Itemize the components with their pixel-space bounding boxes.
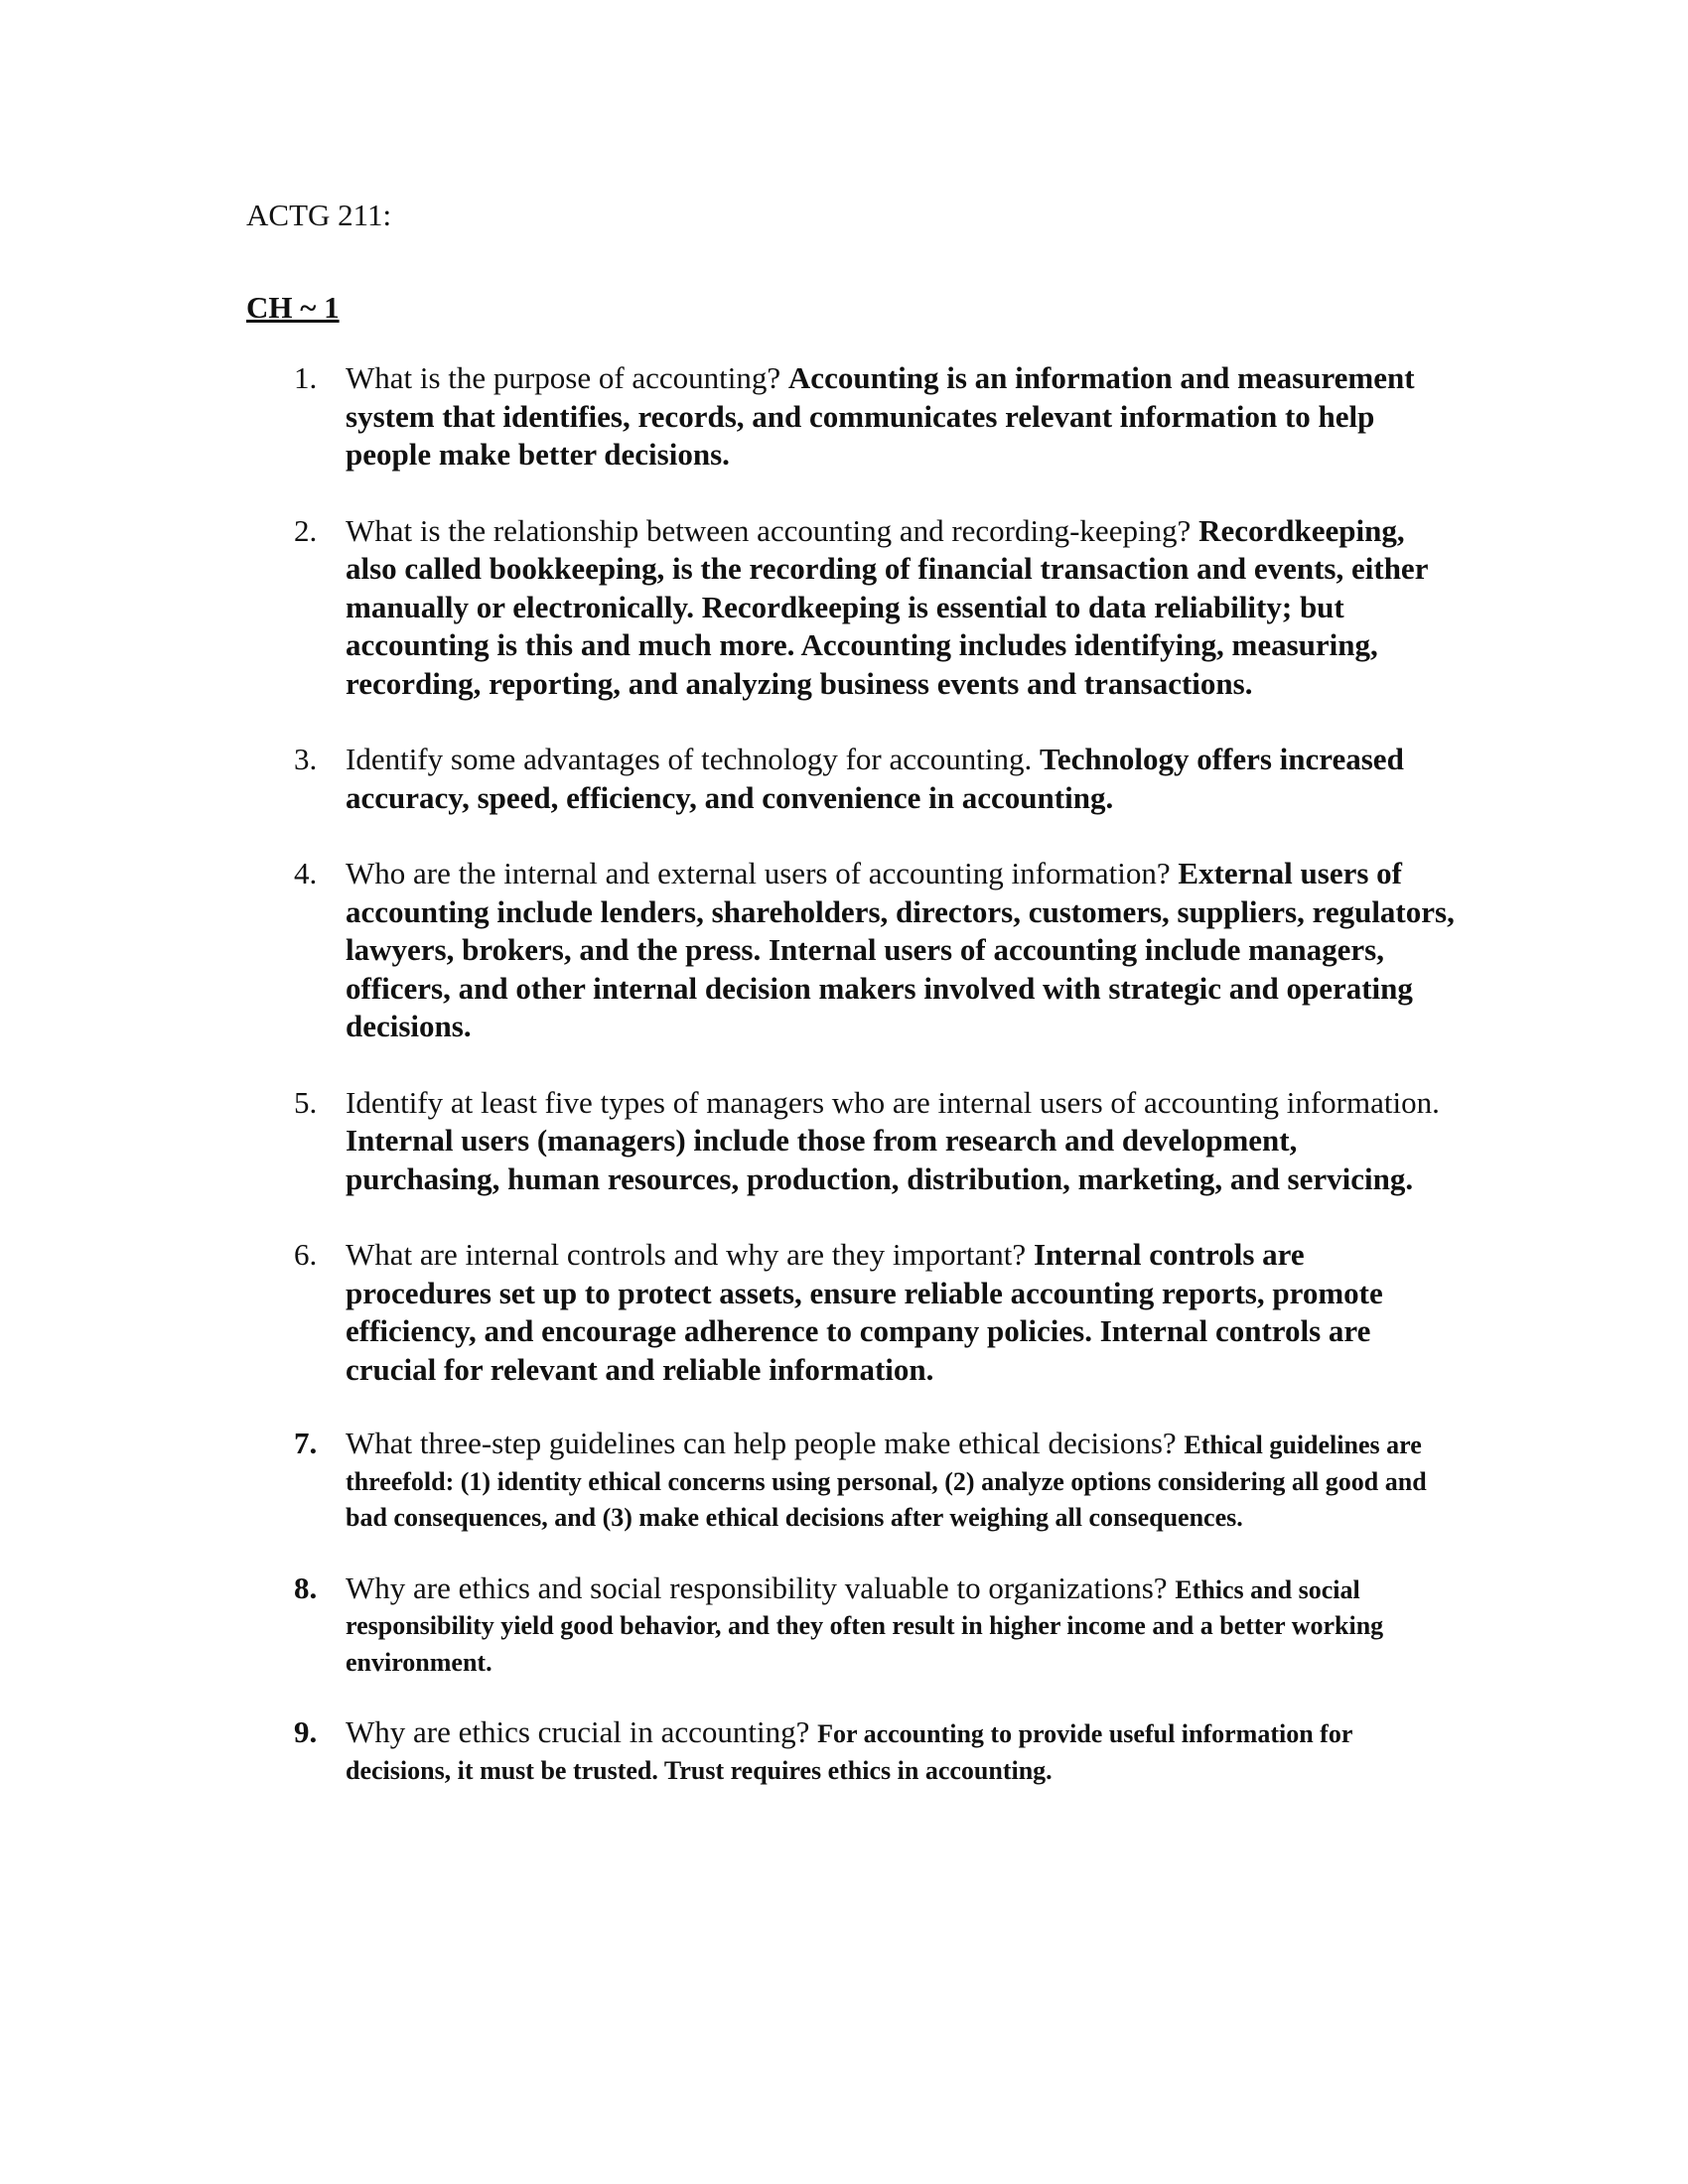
question-item-1 <box>246 359 1458 475</box>
course-title: ACTG 211: <box>246 198 392 232</box>
answer-text: For accounting to provide useful information for decisions, it must be trusted. Trust requires ethics in accounting. <box>346 1719 1352 1785</box>
question-text: What is the relationship between accounting and recording-keeping? <box>346 512 1199 548</box>
chapter-heading: CH ~ 1 <box>246 290 340 326</box>
question-item-6 <box>246 1236 1458 1389</box>
question-text: What is the purpose of accounting? <box>346 360 788 396</box>
question-text: What three-step guidelines can help people make ethical decisions? <box>346 1426 1185 1461</box>
question-item-9 <box>246 1715 1458 1788</box>
question-item-7 <box>246 1427 1458 1536</box>
question-number: 5. <box>294 1084 318 1120</box>
question-number: 8. <box>294 1570 318 1605</box>
question-item-3 <box>246 741 1458 817</box>
answer-text: Internal controls are procedures set up to protect assets, ensure reliable accounting reports, promote efficiency, and encourage adherence to company policies. Internal controls are crucial for relevant and reliable information. <box>346 1237 1383 1387</box>
answer-text: Recordkeeping, also called bookkeeping, is the recording of financial transaction and events, either manually or electronically. Recordkeeping is essential to data reliability; but accounting is this and much more. Accounting includes identifying, measuring, recording, reporting, and analyzing business events and transactions. <box>346 512 1428 701</box>
question-number: 1. <box>294 360 318 396</box>
question-text: Why are ethics crucial in accounting? <box>346 1714 818 1750</box>
question-text: Identify at least five types of managers who are internal users of accounting information. <box>346 1084 1440 1120</box>
answer-text: Internal users (managers) include those from research and development, purchasing, human resources, production, distribution, marketing, and servicing. <box>346 1123 1414 1196</box>
question-number: 2. <box>294 512 318 548</box>
document-page <box>246 197 1458 1824</box>
question-list <box>246 359 1458 1788</box>
answer-text: Accounting is an information and measurement system that identifies, records, and communicates relevant information to help people make better decisions. <box>346 360 1415 473</box>
answer-text: Ethical guidelines are threefold: (1) identity ethical concerns using personal, (2) analyze options considering all good and bad consequences, and (3) make ethical decisions after weighing all consequences. <box>346 1431 1427 1533</box>
question-text: Why are ethics and social responsibility valuable to organizations? <box>346 1570 1176 1605</box>
question-number: 7. <box>294 1426 318 1461</box>
answer-text: Technology offers increased accuracy, speed, efficiency, and convenience in accounting. <box>346 742 1404 815</box>
question-text: Identify some advantages of technology for accounting. <box>346 742 1040 777</box>
question-item-5 <box>246 1084 1458 1199</box>
question-text: What are internal controls and why are they important? <box>346 1237 1034 1273</box>
question-number: 6. <box>294 1237 318 1273</box>
question-number: 9. <box>294 1714 318 1750</box>
question-item-8 <box>246 1571 1458 1681</box>
question-text: Who are the internal and external users of accounting information? <box>346 856 1179 891</box>
question-item-4 <box>246 855 1458 1046</box>
question-item-2 <box>246 512 1458 704</box>
answer-text: External users of accounting include lenders, shareholders, directors, customers, suppliers, regulators, lawyers, brokers, and the press. Internal users of accounting include managers, officers, and other internal decision makers involved with strategic and operating decisions. <box>346 856 1455 1044</box>
question-number: 4. <box>294 856 318 891</box>
question-number: 3. <box>294 742 318 777</box>
answer-text: Ethics and social responsibility yield good behavior, and they often result in higher income and a better working environment. <box>346 1574 1384 1677</box>
